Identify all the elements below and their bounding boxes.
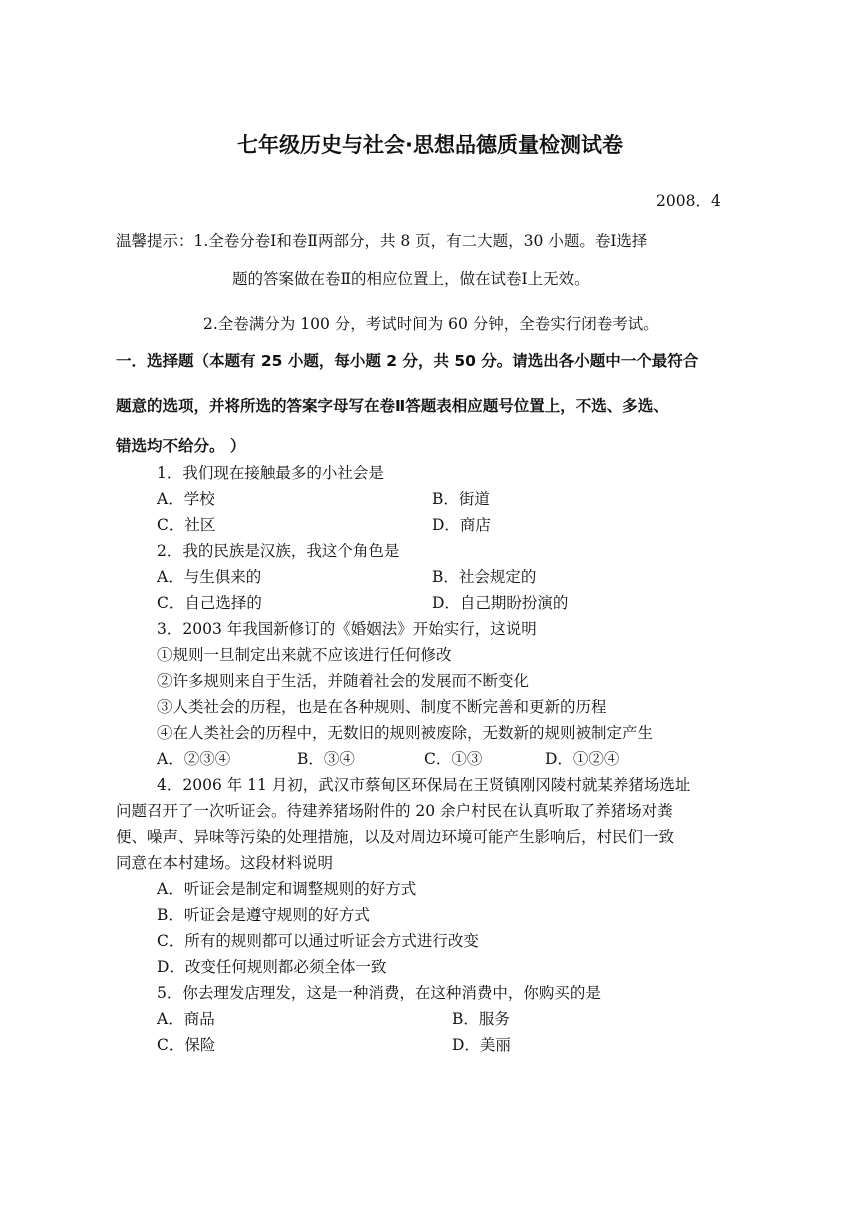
option-c: C．保险 (157, 1036, 216, 1054)
option-c: C．①③ (424, 750, 483, 768)
statement-item: ④在人类社会的历程中，无数旧的规则被废除，无数新的规则被制定产生 (157, 724, 654, 742)
notice-line: 温馨提示：1.全卷分卷Ⅰ和卷Ⅱ两部分，共 8 页，有二大题，30 小题。卷Ⅰ选择 (116, 232, 648, 250)
page-title: 七年级历史与社会·思想品德质量检测试卷 (237, 133, 623, 157)
option-d: D．商店 (432, 516, 491, 534)
exam-date: 2008．4 (656, 192, 721, 210)
option-d: D．改变任何规则都必须全体一致 (157, 958, 387, 976)
option-c: C．社区 (157, 516, 216, 534)
option-d: D．①②④ (545, 750, 620, 768)
statement-item: ①规则一旦制定出来就不应该进行任何修改 (157, 646, 452, 664)
option-a: A．②③④ (157, 750, 231, 768)
statement-item: ③人类社会的历程，也是在各种规则、制度不断完善和更新的历程 (157, 698, 607, 716)
option-b: B．听证会是遵守规则的好方式 (157, 906, 370, 924)
question-stem: 3．2003 年我国新修订的《婚姻法》开始实行，这说明 (157, 620, 537, 638)
option-b: B．③④ (297, 750, 355, 768)
question-stem: 问题召开了一次听证会。待建养猪场附件的 20 余户村民在认真听取了养猪场对粪 (116, 802, 673, 820)
question-stem: 4．2006 年 11 月初，武汉市蔡甸区环保局在王贤镇刚冈陵村就某养猪场选址 (157, 776, 691, 794)
question-stem: 5．你去理发店理发，这是一种消费，在这种消费中，你购买的是 (157, 984, 601, 1002)
notice-line: 题的答案做在卷Ⅱ的相应位置上，做在试卷Ⅰ上无效。 (232, 270, 590, 288)
option-d: D．自己期盼扮演的 (432, 594, 569, 612)
question-stem: 便、噪声、异味等污染的处理措施，以及对周边环境可能产生影响后，村民们一致 (116, 828, 675, 846)
option-a: A．与生俱来的 (157, 568, 262, 586)
section-heading: 错选均不给分。 ） (116, 437, 246, 455)
option-c: C．所有的规则都可以通过听证会方式进行改变 (157, 932, 479, 950)
option-b: B．街道 (432, 490, 490, 508)
question-stem: 同意在本村建场。这段材料说明 (116, 854, 334, 872)
question-stem: 2．我的民族是汉族，我这个角色是 (157, 542, 400, 560)
option-b: B．社会规定的 (432, 568, 537, 586)
section-heading: 题意的选项，并将所选的答案字母写在卷Ⅱ答题表相应题号位置上，不选、多选、 (116, 397, 669, 415)
option-d: D．美丽 (452, 1036, 511, 1054)
statement-item: ②许多规则来自于生活，并随着社会的发展而不断变化 (157, 672, 530, 690)
section-heading: 一．选择题（本题有 25 小题，每小题 2 分，共 50 分。请选出各小题中一个最符合 (116, 352, 699, 370)
question-stem: 1．我们现在接触最多的小社会是 (157, 464, 384, 482)
option-a: A．商品 (157, 1010, 215, 1028)
option-a: A．听证会是制定和调整规则的好方式 (157, 880, 417, 898)
option-c: C．自己选择的 (157, 594, 262, 612)
option-b: B．服务 (452, 1010, 510, 1028)
option-a: A．学校 (157, 490, 215, 508)
notice-line: 2.全卷满分为 100 分，考试时间为 60 分钟，全卷实行闭卷考试。 (203, 315, 659, 333)
